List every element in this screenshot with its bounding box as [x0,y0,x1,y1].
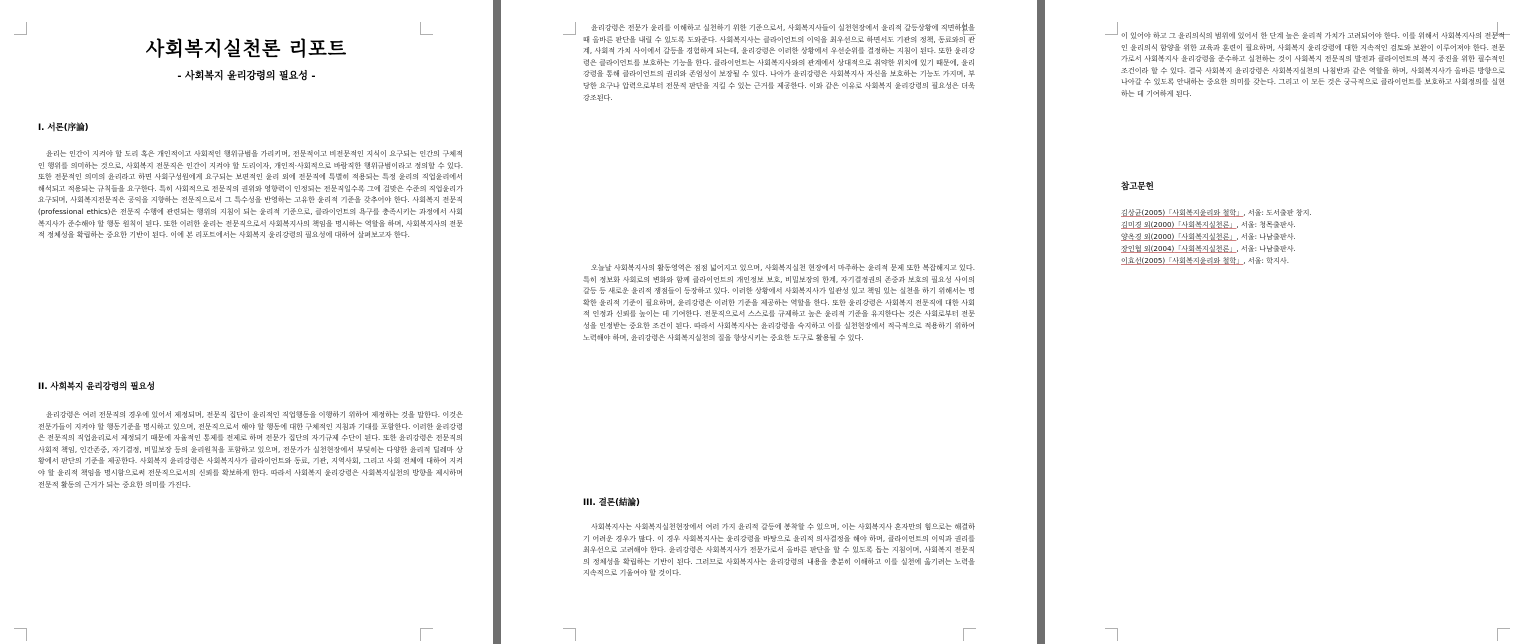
section-heading-conclusion: III. 결론(結論) [583,498,640,508]
section-heading-body: II. 사회복지 윤리강령의 필요성 [38,382,155,392]
section-heading-intro: I. 서론(序論) [38,123,89,133]
paragraph-body-1: 윤리강령은 여러 전문직의 경우에 있어서 제정되며, 전문직 집단이 윤리적인 직업행동을 이행하기 위하여 제정하는 것을 말한다. 이것은 전문가들이 지켜야 할 행동기준을 명시하고 있으며, 전문직으로서 해야 할 행동에 대한 구체적인 지침과 기대를 포함한다. 이러한 윤리강령은 전문직의 직업윤리로서 제정되기 때문에 자율적인 통제를 전제로 하며 전문가 집단의 자기규제 수단이 된다. 또한 윤리강령은 전문직의 사회적 책임, 인간존중, 자기결정, 비밀보장 등의 윤리원칙을 포함하고 있으며, 전문가가 실천현장에서 부딪히는 다양한 윤리적 딜레마 상황에서 판단의 기준을 제공한다. 사회복지 윤리강령은 사회복지사가 클라이언트와 동료, 기관, 지역사회, 그리고 사회 전체에 대하여 지켜야 할 윤리적 책임을 명시함으로써 전문직으로서의 신뢰를 확보하게 한다. 따라서 사회복지 윤리강령은 사회복지실천의 방향을 제시하며 전문적 활동의 근거가 되는 중요한 의미를 가진다. [38,410,463,489]
paragraph-intro: 윤리는 인간이 지켜야 할 도리 혹은 개인적이고 사회적인 행위규범을 가리키며, 전문적이고 비전문적인 지식이 요구되는 인간의 구체적인 행위를 의미하는 것으로, 사회복지 전문직은 인간이 지켜야 할 도리이자, 개인적·사회적으로 바람직한 행위규범이라고 정의할 수 있다. 또한 전문적인 의미의 윤리라고 하면 사회구성원에게 요구되는 보편적인 윤리 외에 전문직에 특별히 적용되는 특정 윤리의 직업윤리에서 해석되고 적용되는 규칙들을 요구한다. 특히 사회적으로 전문직의 권위와 영향력이 인정되는 전문직일수록 그에 걸맞은 수준의 직업윤리가 요구되며, 사회복지전문직은 공익을 지향하는 전문직으로서 그 특수성을 반영하는 고유한 윤리적 기준을 갖추어야 한다. 사회복지 전문직(professional ethics)은 전문직 수행에 관련되는 행위의 지침이 되는 윤리적 기준으로, 클라이언트의 욕구를 충족시키는 과정에서 사회복지사가 준수해야 할 행동 원칙이 된다. 또한 이러한 윤리는 전문직으로서 사회복지사의 책임을 명시하는 역할을 하며, 사회복지사의 전문적 정체성을 확립하는 중요한 기반이 된다. 이에 본 리포트에서는 사회복지 윤리강령의 필요성에 대하여 살펴보고자 한다. [38,149,463,240]
crop-mark [14,628,27,641]
reference-list [1121,207,1505,267]
section-heading-references: 참고문헌 [1121,182,1154,192]
crop-mark [1497,628,1510,641]
document-page-2 [501,0,1037,644]
paragraph-conclusion-2: 이 있어야 하고 그 윤리의식의 범위에 있어서 한 단계 높은 윤리적 가치가 고려되어야 한다. 이를 위해서 사회복지사의 전문적인 윤리의식 함양을 위한 교육과 훈련이 필요하며, 사회복지 윤리강령에 대한 지속적인 검토와 보완이 이루어져야 한다. 전문가로서 사회복지사 윤리강령을 준수하고 실천하는 것이 사회복지 전문직의 발전과 클라이언트의 복지 증진을 위한 필수적인 조건이라 할 수 있다. 결국 사회복지 윤리강령은 사회복지실천의 나침반과 같은 역할을 하며, 사회복지사가 올바른 방향으로 나아갈 수 있도록 안내하는 중요한 의미를 갖는다. 그리고 이 모든 것은 궁극적으로 클라이언트를 보호하고 사회정의를 실현하는 데 기여하게 된다. [1121,31,1505,98]
reference-item: 장인협 외(2004)「사회복지실천론」, 서울: 나남출판사. [1121,244,1296,253]
document-page-3 [1045,0,1523,644]
crop-mark [963,628,976,641]
document-page-1 [0,0,493,644]
page-gutter-2 [1037,0,1045,644]
reference-item: 양옥경 외(2000)「사회복지실천론」, 서울: 나남출판사. [1121,232,1296,241]
crop-mark [1105,628,1118,641]
paragraph-conclusion-1: 사회복지사는 사회복지실천현장에서 여러 가지 윤리적 갈등에 봉착할 수 있으며, 이는 사회복지사 혼자만의 힘으로는 해결하기 어려운 경우가 많다. 이 경우 사회복지사는 윤리강령을 바탕으로 윤리적 의사결정을 해야 하며, 클라이언트의 이익과 권리를 최우선으로 고려해야 한다. 윤리강령은 사회복지사가 전문가로서 올바른 판단을 할 수 있도록 돕는 지침이며, 사회복지 전문직의 정체성을 확립하는 기반이 된다. 그러므로 사회복지사는 윤리강령의 내용을 충분히 이해하고 이를 실천에 옮기려는 노력을 지속적으로 기울여야 할 것이다. [583,522,975,578]
paragraph-body-3: 오늘날 사회복지사의 활동영역은 점점 넓어지고 있으며, 사회복지실천 현장에서 마주하는 윤리적 문제 또한 복잡해지고 있다. 특히 정보화 사회로의 변화와 함께 클라이언트의 개인정보 보호, 비밀보장의 한계, 자기결정권의 존중과 보호의 필요성 사이의 갈등 등 새로운 윤리적 쟁점들이 등장하고 있다. 이러한 상황에서 사회복지사가 일관성 있고 책임 있는 실천을 하기 위해서는 명확한 윤리적 기준이 필요하며, 윤리강령은 이러한 기준을 제공하는 역할을 한다. 또한 윤리강령은 사회복지 전문직에 대한 사회적 인정과 신뢰를 높이는 데 기여한다. 전문직으로서 스스로를 규제하고 높은 윤리적 기준을 유지한다는 것은 사회로부터 전문성을 인정받는 중요한 조건이 된다. 따라서 사회복지사는 윤리강령을 숙지하고 이를 실천현장에서 적극적으로 적용하기 위하여 노력해야 하며, 윤리강령은 사회복지실천의 질을 향상시키는 중요한 도구로 활용될 수 있다. [583,263,975,342]
crop-mark [563,628,576,641]
report-subtitle: - 사회복지 윤리강령의 필요성 - [177,71,316,82]
page-gutter-1 [493,0,501,644]
report-title: 사회복지실천론 리포트 [145,38,348,60]
reference-item: 김상균(2005)「사회복지윤리와 철학」, 서울: 도서출판 창지. [1121,208,1312,217]
paragraph-body-2: 윤리강령은 전문가 윤리를 이해하고 실천하기 위한 기준으로서, 사회복지사들이 실천현장에서 윤리적 갈등상황에 직면하였을 때 올바른 판단을 내릴 수 있도록 도와준다. 사회복지사는 클라이언트의 이익을 최우선으로 하면서도 기관의 정책, 동료와의 관계, 사회적 가치 사이에서 갈등을 경험하게 되는데, 윤리강령은 이러한 상황에서 우선순위를 결정하는 지침이 된다. 또한 윤리강령은 클라이언트를 보호하는 기능을 한다. 클라이언트는 사회복지사와의 관계에서 상대적으로 취약한 위치에 있기 때문에, 윤리강령을 통해 클라이언트의 권리와 존엄성이 보장될 수 있다. 나아가 윤리강령은 사회복지사 자신을 보호하는 기능도 가지며, 부당한 요구나 압력으로부터 전문적 판단을 지킬 수 있는 근거를 제공한다. 이와 같은 이유로 사회복지 윤리강령의 필요성은 더욱 강조된다. [583,23,975,102]
crop-mark [563,22,576,35]
reference-item: 김미경 외(2000)「사회복지실천론」, 서울: 청목출판사. [1121,220,1296,229]
crop-mark [1105,22,1118,35]
reference-item: 이효선(2005)「사회복지윤리와 철학」, 서울: 학지사. [1121,256,1289,265]
